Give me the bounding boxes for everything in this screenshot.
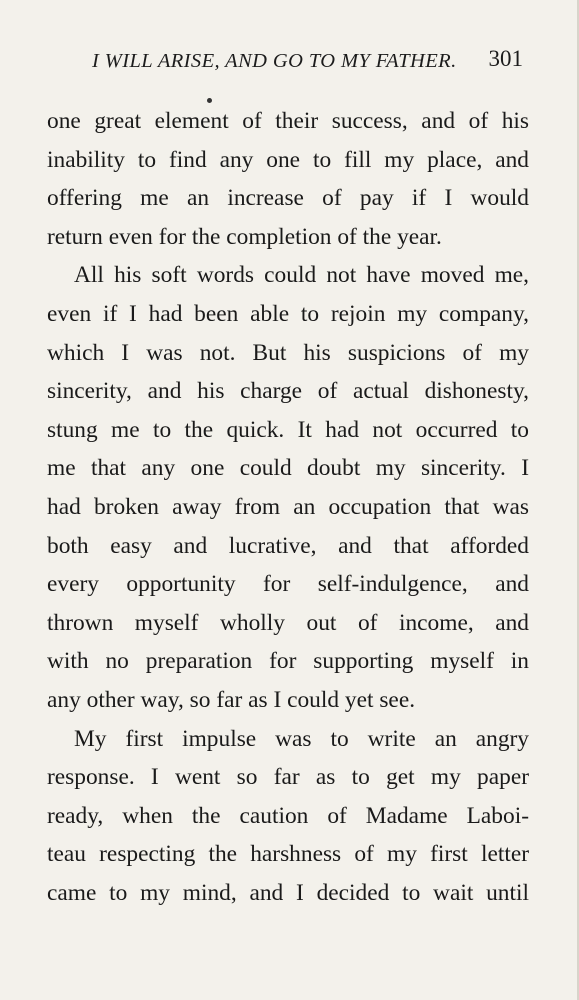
text-line: one great element of their success, and of his [47, 108, 529, 134]
text-line: inability to find any one to fill my place, and [47, 146, 529, 173]
text-line: All his soft words could not have moved me, [74, 262, 529, 289]
text-line: thrown myself wholly out of income, and [47, 609, 529, 636]
text-line: with no preparation for supporting myself in [47, 648, 529, 675]
text-line: both easy and lucrative, and that afforded [47, 532, 529, 559]
text-line: teau respecting the harshness of my first letter [47, 841, 529, 868]
text-line: every opportunity for self-indulgence, and [47, 571, 529, 598]
text-line: me that any one could doubt my sincerity. I [47, 455, 529, 482]
text-line: stung me to the quick. It had not occurred to [47, 416, 529, 443]
page-number: 301 [488, 46, 523, 71]
text-line: offering me an increase of pay if I would [47, 185, 529, 212]
page-header [92, 44, 523, 80]
text-line: came to my mind, and I decided to wait until [47, 879, 529, 906]
text-line: even if I had been able to rejoin my company, [47, 300, 529, 327]
text-line: return even for the completion of the year. [47, 223, 442, 250]
text-line: had broken away from an occupation that was [47, 493, 529, 520]
running-title: I WILL ARISE, AND GO TO MY FATHER. [92, 50, 457, 72]
text-line: ready, when the caution of Madame Laboi- [47, 802, 529, 829]
text-line: sincerity, and his charge of actual dishonesty, [47, 378, 529, 405]
text-line: My first impulse was to write an angry [74, 725, 529, 752]
body-text [47, 102, 529, 912]
text-line: which I was not. But his suspicions of my [47, 339, 529, 366]
text-line: response. I went so far as to get my paper [47, 764, 529, 791]
text-line: any other way, so far as I could yet see. [47, 686, 416, 713]
